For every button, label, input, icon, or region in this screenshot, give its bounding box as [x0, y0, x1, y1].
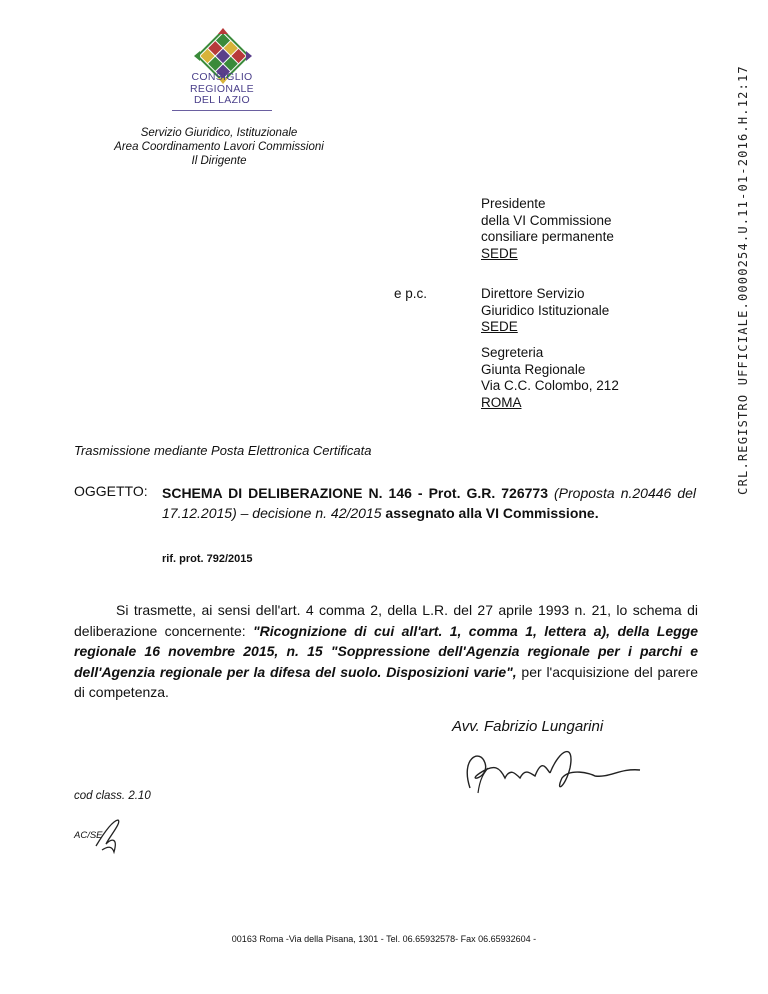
recipient-line: Giuridico Istituzionale: [481, 302, 610, 318]
body-title: "Ricognizione di cui all'art. 1, comma 1, lettera a), della Legge regionale 16 novembre 2015, n. 15 "Soppressione dell'Agenzia regionale per i parchi e dell'Agenzia regionale per la difesa del suolo. Disposizioni varie",: [74, 622, 698, 680]
department-line-2: Area Coordinamento Lavori Commissioni: [114, 141, 324, 153]
recipient-place: ROMA: [481, 394, 522, 410]
footer-address: 00163 Roma -Via della Pisana, 1301 - Tel. 06.65932578- Fax 06.65932604 -: [231, 934, 537, 944]
cc-recipient-1: [481, 286, 609, 336]
classification-code: cod class. 2.10: [74, 790, 151, 802]
body-intro: Si trasmette, ai sensi dell'art. 4 comma 2, della L.R. del 27 aprile 1993 n. 21, lo schema di deliberazione concernente:: [74, 602, 698, 639]
subject-bold: SCHEMA DI DELIBERAZIONE N. 146 - Prot. G.R. 726773: [162, 485, 548, 501]
logo-line-2: REGIONALE: [190, 82, 254, 95]
transmission-note: Trasmissione mediante Posta Elettronica Certificata: [74, 443, 372, 458]
signer-name: Avv. Fabrizio Lungarini: [452, 718, 604, 735]
handwritten-signature-icon: [450, 738, 650, 808]
cc-label: e p.c.: [394, 286, 428, 301]
recipient-line: Presidente: [481, 196, 546, 211]
recipient-line: Giunta Regionale: [481, 361, 586, 377]
department-line-3: Il Dirigente: [191, 155, 247, 167]
cc-recipient-2: [481, 345, 619, 411]
recipient-line: Via C.C. Colombo, 212: [481, 378, 619, 393]
logo-wordmark: [176, 72, 268, 107]
department-header: [84, 126, 354, 168]
recipient-line: consiliare permanente: [481, 229, 614, 244]
logo-line-1: CONSIGLIO: [191, 71, 253, 83]
recipient-line: Direttore Servizio: [481, 286, 585, 301]
recipient-place: SEDE: [481, 245, 518, 261]
body-outro: per l'acquisizione del parere di competenza.: [74, 663, 698, 700]
subject-bold-end: assegnato alla VI Commissione.: [385, 505, 599, 521]
subject-text: [162, 483, 696, 523]
department-line-1: Servizio Giuridico, Istituzionale: [140, 127, 298, 139]
recipient-line: Segreteria: [481, 345, 544, 360]
registry-stamp-text: CRL.REGISTRO UFFICIALE.0000254.U.11-01-2016.H.12:17: [736, 65, 750, 495]
logo-divider: [172, 110, 272, 111]
letter-body: [74, 600, 698, 703]
registry-stamp: [730, 20, 756, 540]
author-initials: AC/SE: [74, 830, 103, 841]
recipient-place: SEDE: [481, 319, 518, 334]
subject-italic: (Proposta n.20446 del 17.12.2015) – decisione n. 42/2015: [162, 485, 697, 521]
logo-line-3: DEL LAZIO: [194, 94, 250, 106]
subject-label: OGGETTO:: [74, 483, 148, 499]
recipient-line: della VI Commissione: [481, 212, 612, 228]
initials-signature-icon: [92, 816, 124, 856]
primary-recipient: [481, 196, 614, 262]
reference-number: rif. prot. 792/2015: [162, 553, 253, 565]
